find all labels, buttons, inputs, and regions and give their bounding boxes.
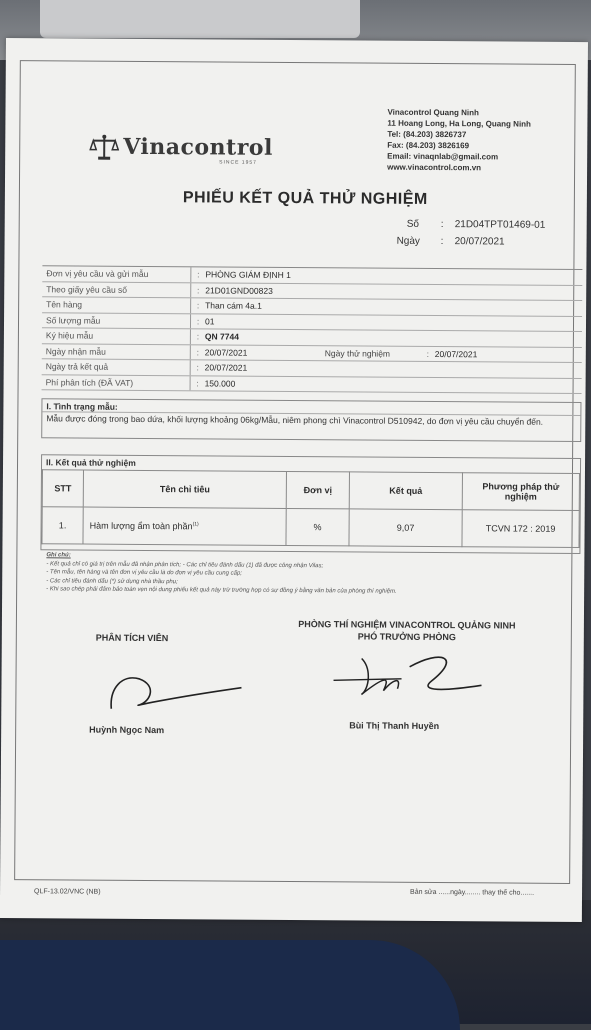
test-date-label: Ngày thử nghiệm	[325, 348, 421, 359]
info-value: 20/07/2021	[205, 347, 325, 358]
column-header-result: Kết quả	[349, 472, 462, 510]
vinacontrol-logo	[89, 133, 273, 162]
sample-condition-box	[41, 398, 581, 442]
colon: :	[191, 285, 205, 295]
scales-logo-icon	[89, 133, 119, 161]
test-date-value: 20/07/2021	[435, 349, 582, 360]
colon: :	[191, 301, 205, 311]
info-value: 01	[205, 316, 582, 329]
column-header-name: Tên chỉ tiêu	[83, 470, 286, 508]
report-date: 20/07/2021	[455, 236, 505, 247]
colon: :	[191, 378, 205, 388]
row-stt: 1.	[42, 507, 83, 544]
note-line: - Các chỉ tiêu đánh dấu (*) sử dụng nhà thầu phụ;	[46, 577, 576, 589]
info-label: Ngày trả kết quả	[42, 359, 191, 375]
lab-role: PHÓ TRƯỞNG PHÒNG	[272, 630, 542, 644]
analyst-signature	[101, 669, 251, 720]
info-label: Ngày nhận mẫu	[42, 344, 191, 360]
colon: :	[191, 270, 205, 280]
colon: :	[421, 349, 435, 359]
info-label: Theo giấy yêu cầu số	[42, 282, 191, 298]
revision-info: Bản sửa ......ngày........ thay thế cho.......	[410, 889, 534, 897]
colon: :	[191, 316, 205, 326]
test-results-heading: II. Kết quả thử nghiệm	[42, 455, 580, 473]
info-label: Số lượng mẫu	[42, 313, 191, 329]
sample-info-table	[42, 265, 583, 394]
info-value: 150.000	[205, 378, 582, 391]
row-name-footnote: (1)	[193, 521, 199, 527]
info-value: QN 7744	[205, 332, 582, 345]
sample-condition-text: Mẫu được đóng trong bao dứa, khối lượng khoảng 06kg/Mẫu, niêm phong chì Vinacontrol D510942, do đơn vị yêu cầu chuyển đến.	[42, 412, 580, 429]
colon: :	[191, 363, 205, 373]
notes-block	[46, 551, 576, 597]
note-line: - Tên mẫu, tên hàng và tên đơn vị yêu cầu là do đơn vị yêu cầu cung cấp;	[46, 568, 576, 580]
report-date-label: Ngày	[397, 236, 420, 247]
company-fax: Fax: (84.203) 3826169	[387, 140, 531, 152]
info-label: Phí phân tích (ĐÃ VAT)	[42, 375, 191, 391]
info-label: Tên hàng	[42, 297, 191, 313]
colon: :	[191, 347, 205, 357]
company-website: www.vinacontrol.com.vn	[387, 162, 531, 174]
sample-condition-heading: I. Tình trạng mẫu:	[42, 399, 580, 416]
note-line: - Khi sao chép phải đảm bảo toàn vẹn nội dung phiếu kết quả này trừ trường hợp có sự đồng ý bằng văn bản của phòng thí nghiệm.	[46, 585, 576, 597]
document-title: PHIẾU KẾT QUẢ THỬ NGHIỆM	[183, 189, 428, 209]
document-sheet	[0, 38, 588, 922]
analyst-title: PHÂN TÍCH VIÊN	[96, 633, 169, 644]
info-label: Đơn vị yêu cầu và gửi mẫu	[42, 266, 191, 282]
results-table	[41, 469, 580, 548]
note-line: - Kết quả chỉ có giá trị trên mẫu đã nhận phân tích; - Các chỉ tiêu đánh dấu (1) đã được công nhận Vilas;	[46, 560, 576, 572]
row-method: TCVN 172 : 2019	[462, 510, 579, 548]
report-number-label: Số	[407, 219, 419, 230]
lab-signature-title	[272, 618, 542, 644]
brand-since: SINCE 1957	[219, 159, 257, 165]
company-tel: Tel: (84.203) 3826737	[387, 129, 531, 141]
info-value: PHÒNG GIÁM ĐỊNH 1	[205, 270, 582, 283]
row-name-cell	[83, 507, 286, 545]
colon: :	[441, 236, 444, 247]
company-contact-block	[387, 107, 531, 174]
column-header-method: Phương pháp thử nghiệm	[462, 473, 579, 511]
deputy-head-signature	[331, 648, 491, 709]
test-results-box	[40, 454, 581, 554]
colon: :	[191, 332, 205, 342]
info-value: 20/07/2021	[205, 363, 582, 376]
report-number: 21D04TPT01469-01	[455, 219, 546, 231]
fabric-corner	[0, 940, 460, 1030]
row-unit: %	[286, 508, 349, 545]
company-address: 11 Hoang Long, Ha Long, Quang Ninh	[387, 118, 531, 130]
company-email: Email: vinaqnlab@gmail.com	[387, 151, 531, 163]
form-code: QLF-13.02/VNC (NB)	[34, 888, 101, 895]
company-name: Vinacontrol Quang Ninh	[387, 107, 531, 119]
row-name: Hàm lượng ẩm toàn phần	[90, 521, 193, 532]
info-label: Ký hiệu mẫu	[42, 328, 191, 344]
results-header-row	[42, 470, 579, 511]
column-header-stt: STT	[42, 470, 83, 507]
info-value: Than cám 4a.1	[205, 301, 582, 314]
brand-name: Vinacontrol	[123, 134, 273, 161]
deputy-head-name: Bùi Thị Thanh Huyền	[349, 720, 439, 731]
notes-heading: Ghi chú:	[46, 551, 576, 563]
lab-name: PHÒNG THÍ NGHIỆM VINACONTROL QUẢNG NINH	[272, 618, 542, 632]
analyst-name: Huỳnh Ngọc Nam	[89, 725, 164, 736]
info-value: 21D01GND00823	[205, 285, 582, 298]
table-row	[42, 507, 579, 548]
column-header-unit: Đơn vị	[286, 471, 349, 508]
row-result: 9,07	[349, 509, 462, 547]
laptop-edge	[40, 0, 360, 38]
colon: :	[441, 219, 444, 230]
